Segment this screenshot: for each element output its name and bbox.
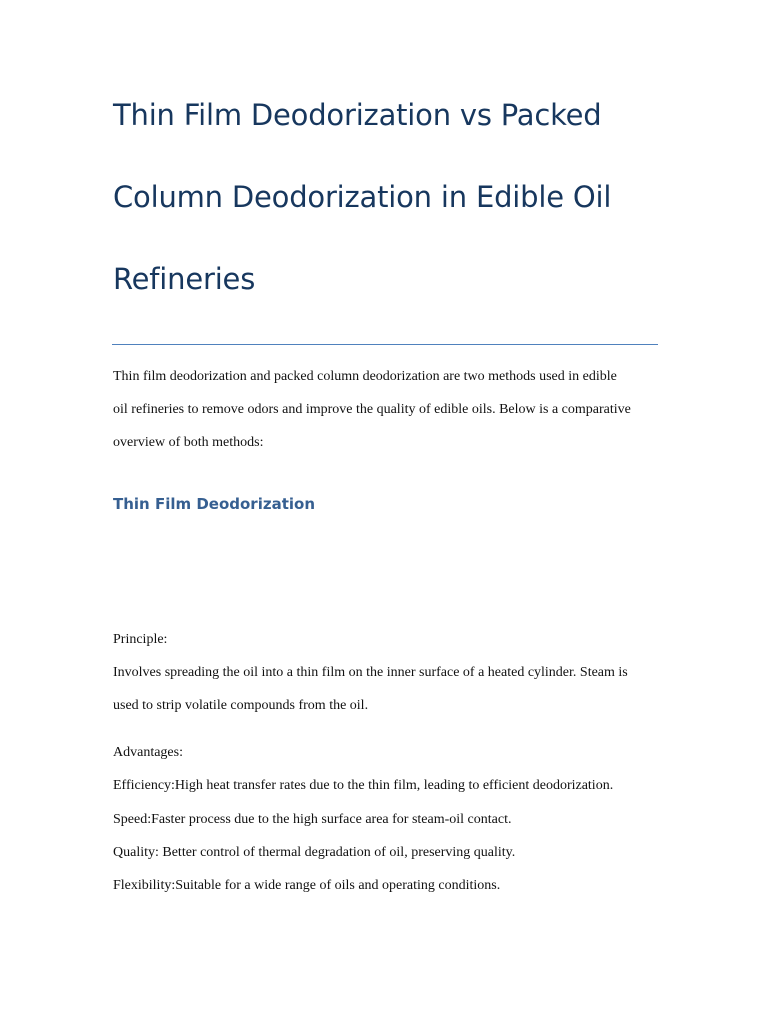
principle-line: Involves spreading the oil into a thin film on the inner surface of a heated cylinder. Steam is [113,665,628,680]
title-line: Thin Film Deodorization vs Packed [113,98,602,132]
title-line: Refineries [113,262,256,296]
advantage-item: Speed:Faster process due to the high surface area for steam-oil contact. [113,812,512,827]
principle-label: Principle: [113,632,168,647]
intro-paragraph [113,360,673,459]
advantages-label: Advantages: [113,745,183,760]
intro-line: oil refineries to remove odors and improve the quality of edible oils. Below is a comparative [113,402,631,417]
title-line: Column Deodorization in Edible Oil [113,180,612,214]
advantage-item: Quality: Better control of thermal degradation of oil, preserving quality. [113,845,516,860]
advantage-item: Flexibility:Suitable for a wide range of oils and operating conditions. [113,878,501,893]
title-divider [112,344,658,345]
section-heading: Thin Film Deodorization [113,495,315,513]
intro-line: overview of both methods: [113,435,264,450]
document-title [113,88,673,334]
intro-line: Thin film deodorization and packed column deodorization are two methods used in edible [113,369,617,384]
advantage-item: Efficiency:High heat transfer rates due to the thin film, leading to efficient deodorization. [113,778,614,793]
principle-line: used to strip volatile compounds from the oil. [113,698,369,713]
